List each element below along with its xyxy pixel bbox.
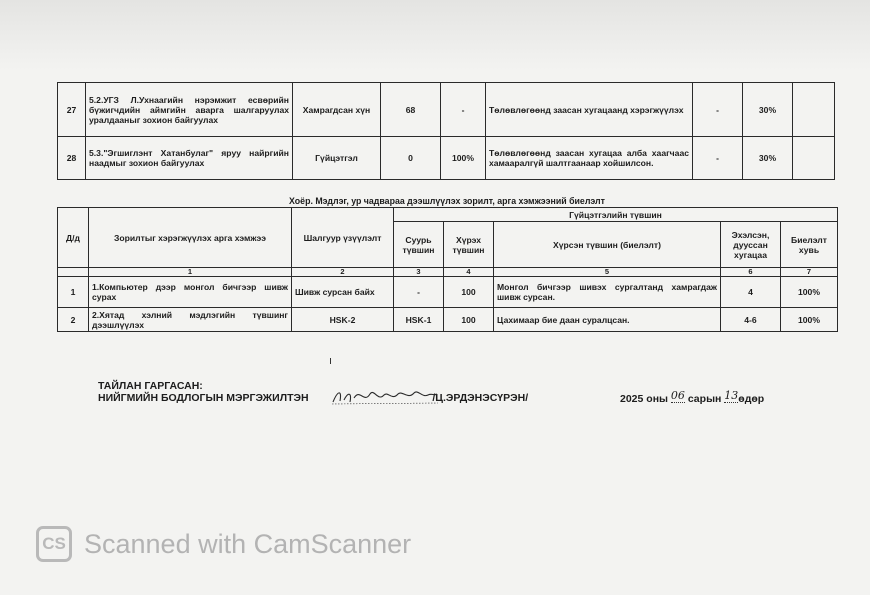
watermark-text: Scanned with CamScanner: [84, 528, 412, 559]
header-performance-level: Гүйцэтгэлийн түвшин: [394, 208, 838, 222]
value-cell: 68: [381, 83, 441, 137]
header-row: [58, 208, 838, 222]
empty-cell: [793, 137, 835, 180]
header-activity: Зорилтыг хэрэгжүүлэх арга хэмжээ: [89, 208, 292, 268]
achieved-cell: Цахимаар бие даан суралцсан.: [494, 308, 721, 332]
stray-mark: [330, 358, 331, 364]
value-cell: -: [441, 83, 486, 137]
target-cell: 100: [444, 308, 494, 332]
column-number-row: [58, 268, 838, 277]
indicator-cell: Гүйцэтгэл: [293, 137, 381, 180]
header-no: Д/д: [58, 208, 89, 268]
camscanner-watermark: [36, 526, 411, 562]
activities-table-continued: [57, 82, 835, 180]
column-number: 6: [721, 268, 781, 277]
column-number: 4: [444, 268, 494, 277]
value-cell: 0: [381, 137, 441, 180]
percent-cell: 100%: [781, 308, 838, 332]
row-number: 2: [58, 308, 89, 332]
table-row: [58, 308, 838, 332]
date-day-word: өдөр: [738, 393, 765, 405]
report-date: [620, 389, 765, 406]
row-number: 1: [58, 277, 89, 308]
column-number: 2: [292, 268, 394, 277]
column-number: 5: [494, 268, 721, 277]
table-row: [58, 137, 835, 180]
empty-cell: [793, 83, 835, 137]
activity-cell: 1.Компьютер дээр монгол бичгээр шивж сурах: [89, 277, 292, 308]
date-month: 06: [670, 389, 685, 402]
activity-cell: 5.2.УГЗ Л.Ухнаагийн нэрэмжит есвөрийн бүжигчдийн аймгийн аварга шалгаруулах уралдааныг зохион байгуулах: [86, 83, 293, 137]
percent-cell: 30%: [743, 137, 793, 180]
column-number: 7: [781, 268, 838, 277]
percent-cell: 30%: [743, 83, 793, 137]
baseline-cell: HSK-1: [394, 308, 444, 332]
report-author-line: [98, 392, 528, 404]
result-cell: Төлөвлөгөөнд заасан хугацаа алба хаагчаас хамааралгүй шалтгаанаар хойшилсон.: [486, 137, 693, 180]
column-number: 3: [394, 268, 444, 277]
camscanner-logo-icon: CS: [36, 526, 72, 562]
signature-icon: [330, 386, 440, 408]
table-row: [58, 83, 835, 137]
value-cell: -: [693, 137, 743, 180]
scan-shadow: [0, 0, 870, 70]
skills-table: [57, 207, 838, 332]
author-name: /Ц.ЭРДЭНЭСҮРЭН/: [432, 392, 529, 404]
header-baseline: Суурь түвшин: [394, 222, 444, 268]
achieved-cell: Монгол бичгээр шивэх сургалтанд хамрагдаж шивж сурсан.: [494, 277, 721, 308]
author-title: НИЙГМИЙН БОДЛОГЫН МЭРГЭЖИЛТЭН: [98, 392, 309, 404]
duration-cell: 4: [721, 277, 781, 308]
report-block: [98, 380, 528, 404]
activity-cell: 2.Хятад хэлний мэдлэгийн түвшинг дээшлүүлэх: [89, 308, 292, 332]
header-indicator: Шалгуур үзүүлэлт: [292, 208, 394, 268]
column-number: 1: [89, 268, 292, 277]
header-target: Хүрэх түвшин: [444, 222, 494, 268]
row-number: 27: [58, 83, 86, 137]
result-cell: Төлөвлөгөөнд заасан хугацаанд хэрэгжүүлэх: [486, 83, 693, 137]
date-day: 13: [724, 389, 739, 402]
header-duration: Эхэлсэн, дууссан хугацаа: [721, 222, 781, 268]
baseline-cell: -: [394, 277, 444, 308]
section-title: Хоёр. Мэдлэг, ур чадвараа дээшлүүлэх зорилт, арга хэмжээний биелэлт: [289, 196, 605, 206]
target-cell: 100: [444, 277, 494, 308]
duration-cell: 4-6: [721, 308, 781, 332]
indicator-cell: Хамрагдсан хүн: [293, 83, 381, 137]
percent-cell: 100%: [781, 277, 838, 308]
value-cell: 100%: [441, 137, 486, 180]
activity-cell: 5.3."Эгшиглэнт Хатанбулаг" яруу найргийн наадмыг зохион байгуулах: [86, 137, 293, 180]
row-number: 28: [58, 137, 86, 180]
indicator-cell: HSK-2: [292, 308, 394, 332]
report-label: ТАЙЛАН ГАРГАСАН:: [98, 380, 203, 392]
empty-cell: [58, 268, 89, 277]
header-achieved: Хүрсэн түвшин (биелэлт): [494, 222, 721, 268]
indicator-cell: Шивж сурсан байх: [292, 277, 394, 308]
header-percent: Биелэлт хувь: [781, 222, 838, 268]
date-year: 2025 оны: [620, 393, 668, 405]
table-row: [58, 277, 838, 308]
date-month-word: сарын: [687, 393, 722, 405]
value-cell: -: [693, 83, 743, 137]
